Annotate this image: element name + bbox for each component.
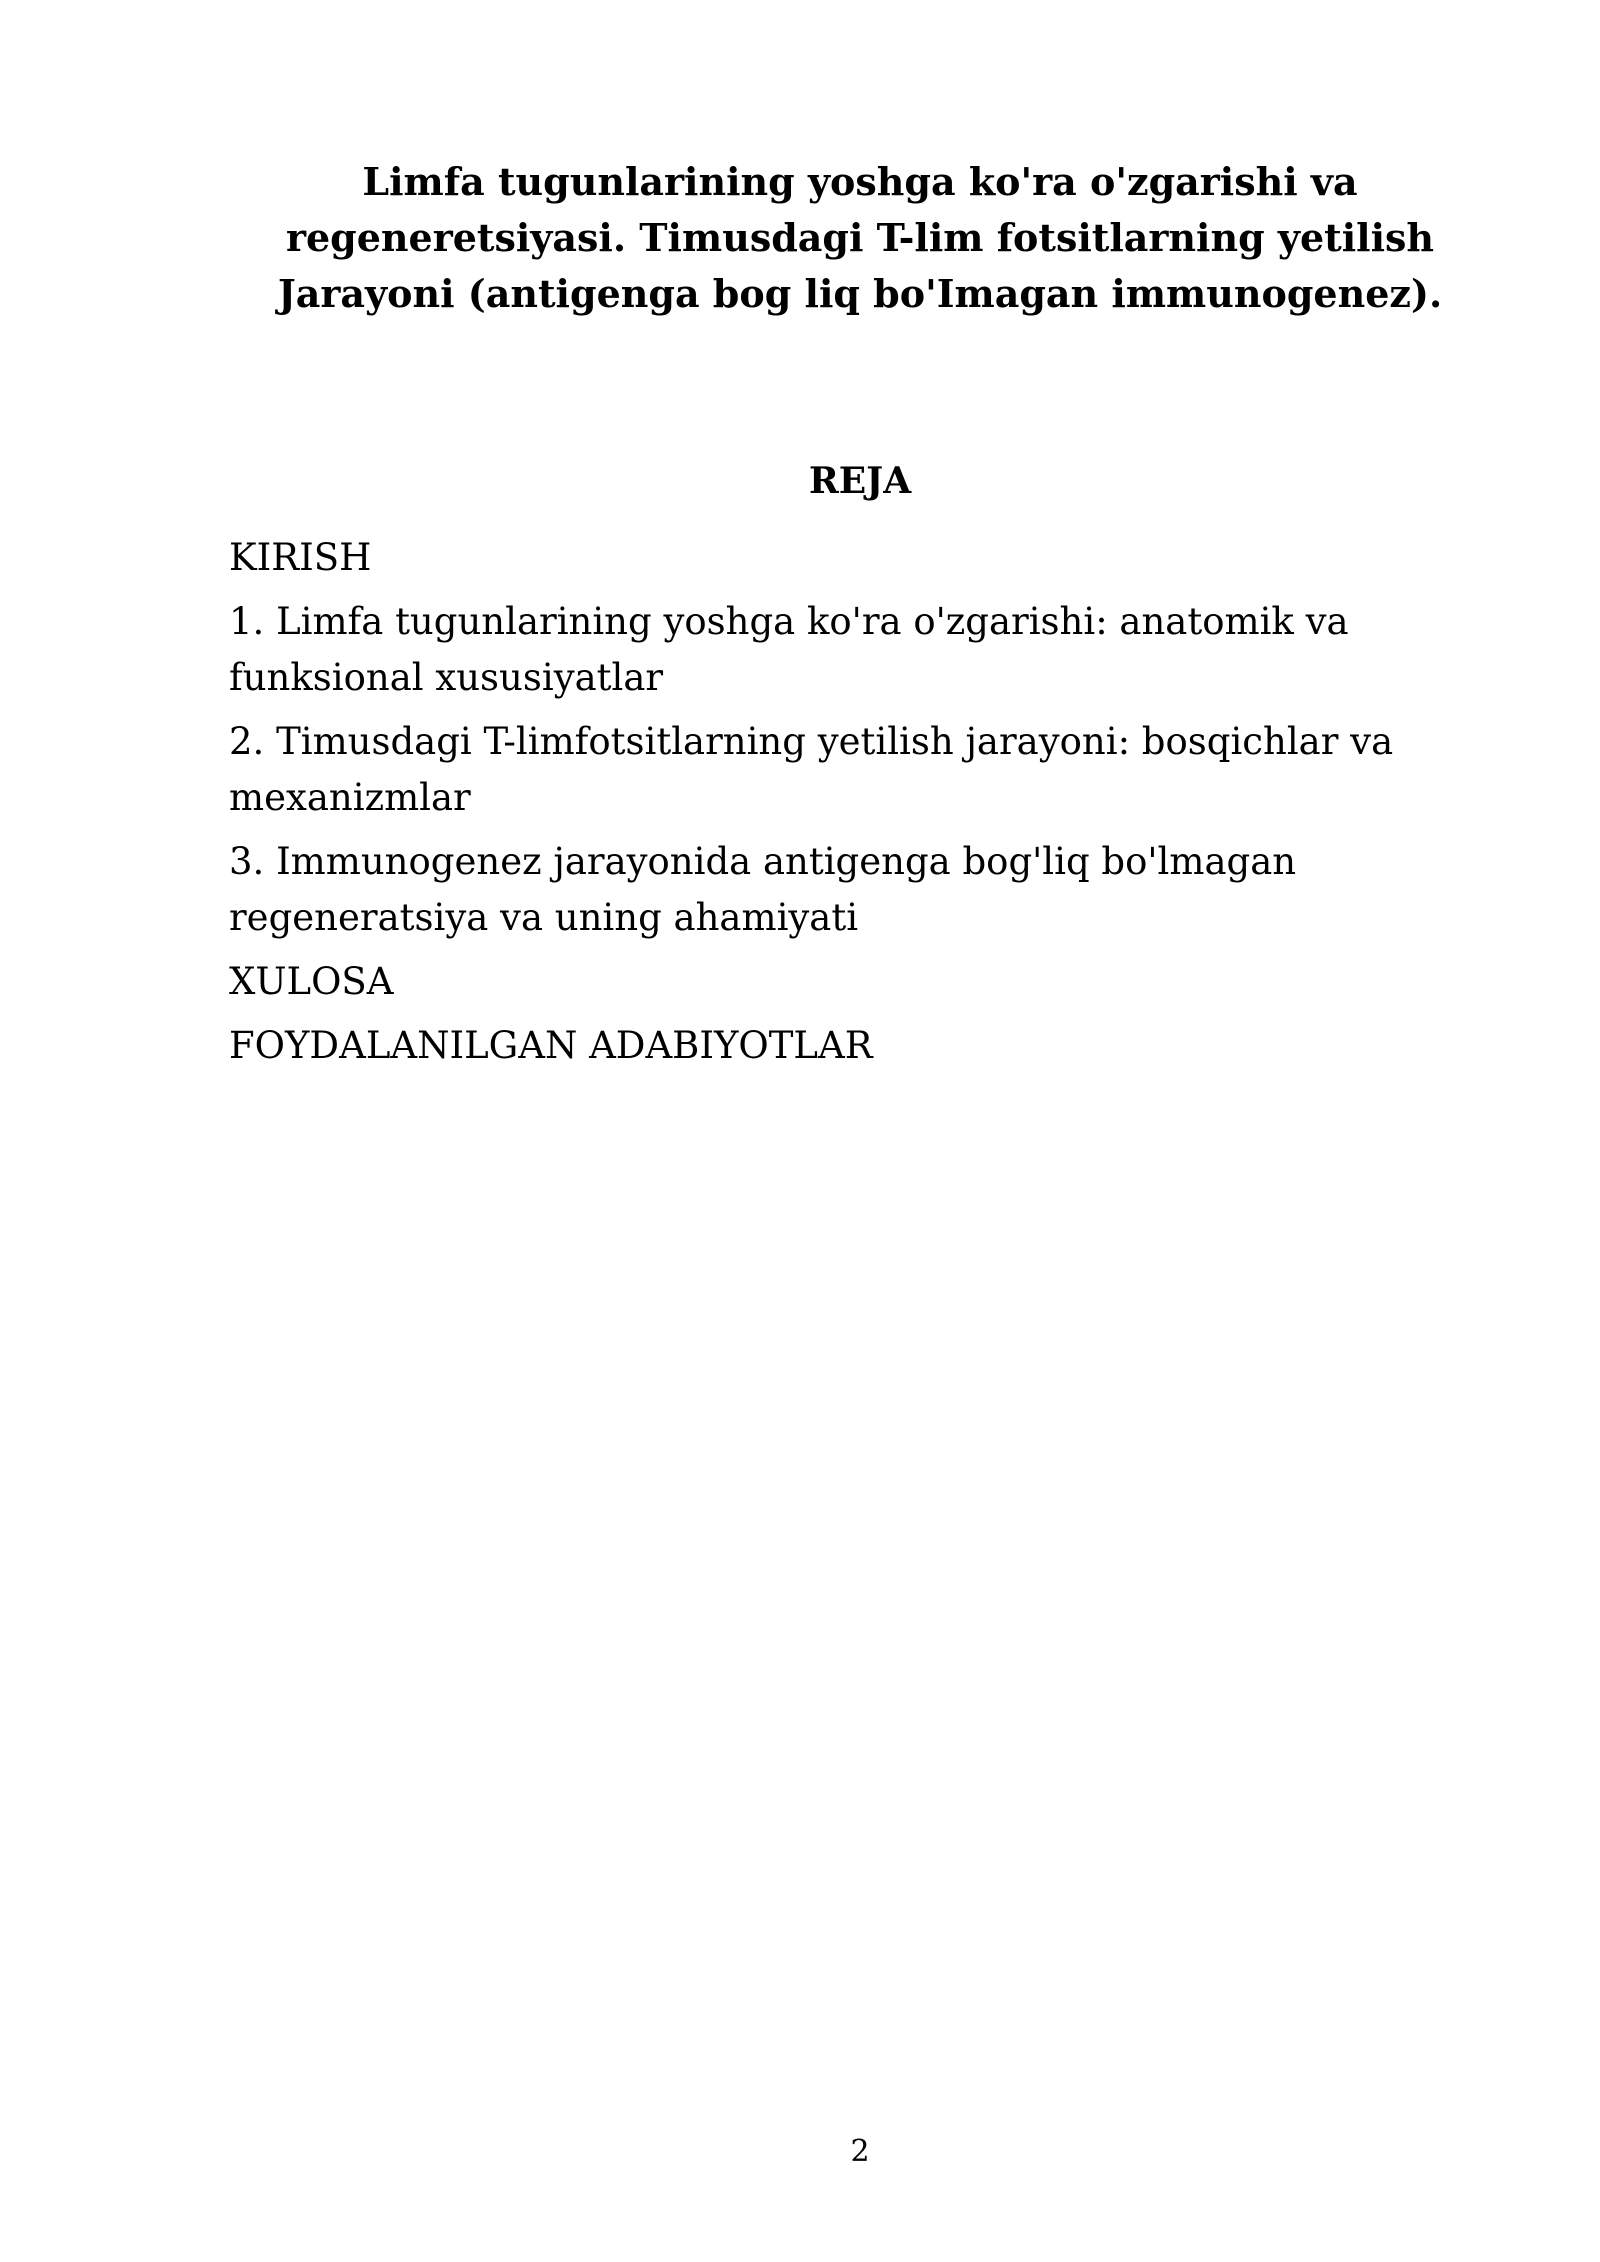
page-number: 2: [850, 2134, 870, 2169]
plan-item-1: [229, 594, 1459, 706]
document-title: [230, 154, 1490, 322]
plan-item-line: 2. Timusdagi T-limfotsitlarning yetilish jarayoni: bosqichlar va: [229, 720, 1394, 763]
plan-item-line: mexanizmlar: [229, 776, 471, 819]
plan-list: [229, 530, 1459, 1082]
plan-item-introduction: [229, 530, 1459, 586]
plan-item-references: [229, 1018, 1459, 1074]
document-title-line: regeneretsiyasi. Timusdagi T-lim fotsitlarning yetilish: [285, 215, 1435, 260]
document-title-line: Jarayoni (antigenga bog liq bo'Imagan immunogenez).: [277, 271, 1443, 316]
plan-item-3: [229, 834, 1459, 946]
plan-item-line: funksional xususiyatlar: [229, 656, 664, 699]
plan-item-line: 1. Limfa tugunlarining yoshga ko'ra o'zgarishi: anatomik va: [229, 600, 1349, 643]
plan-item-line: XULOSA: [229, 960, 394, 1003]
plan-item-2: [229, 714, 1459, 826]
plan-item-line: KIRISH: [229, 536, 372, 579]
document-title-line: Limfa tugunlarining yoshga ko'ra o'zgarishi va: [362, 159, 1358, 204]
plan-item-line: FOYDALANILGAN ADABIYOTLAR: [229, 1024, 873, 1067]
plan-item-line: 3. Immunogenez jarayonida antigenga bog'liq bo'lmagan: [229, 840, 1297, 883]
plan-item-conclusion: [229, 954, 1459, 1010]
plan-item-line: regeneratsiya va uning ahamiyati: [229, 896, 859, 939]
plan-heading: REJA: [808, 460, 912, 502]
